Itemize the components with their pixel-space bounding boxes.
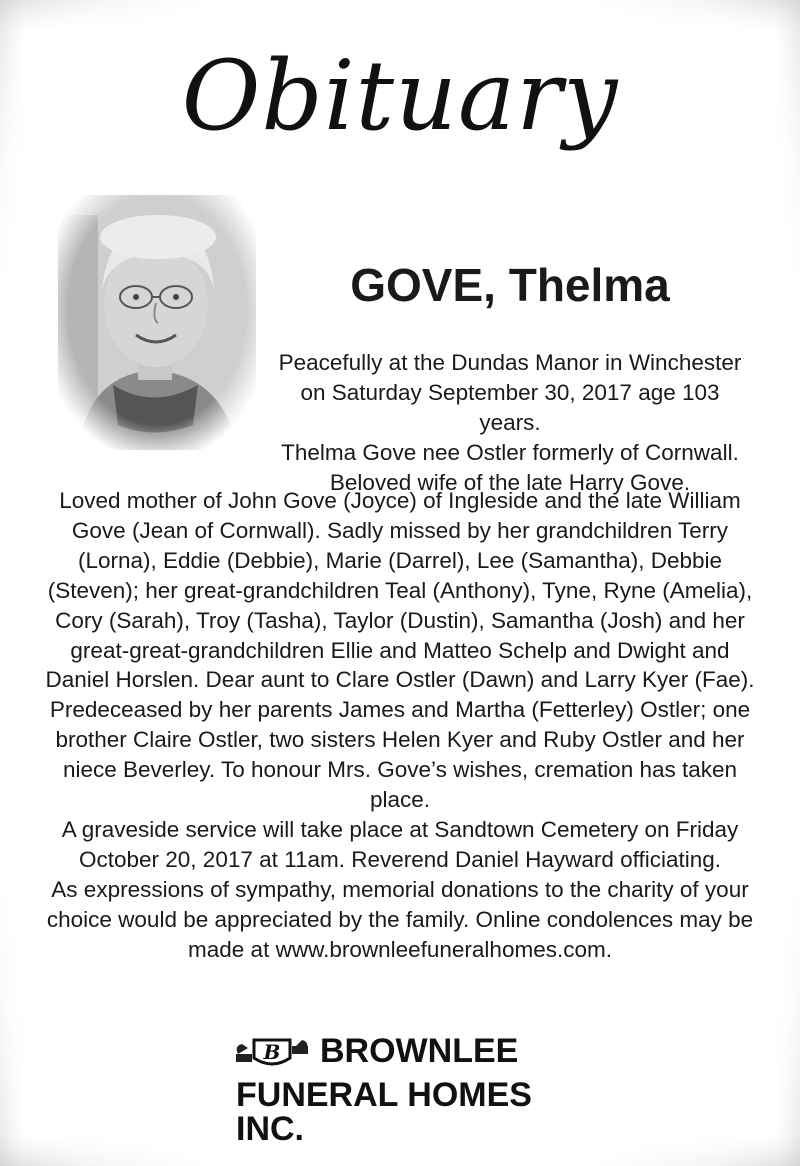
body-line: (Lorna), Eddie (Debbie), Marie (Darrel), Lee (Samantha), Debbie	[77, 547, 723, 573]
body-line: October 20, 2017 at 11am. Reverend Daniel Hayward officiating.	[78, 846, 722, 872]
intro-line: Thelma Gove nee Ostler formerly of Cornwall.	[281, 440, 739, 465]
logo-line-2: FUNERAL HOMES INC.	[236, 1076, 532, 1148]
intro-line: Peacefully at the Dundas Manor in Winchester	[278, 350, 742, 375]
intro-line: on Saturday September 30, 2017 age 103 years.	[300, 380, 720, 435]
portrait-photo	[58, 195, 256, 450]
body-line: made at www.brownleefuneralhomes.com.	[188, 936, 612, 962]
obituary-title: Obituary	[181, 40, 619, 152]
intro-line: Beloved wife of the late Harry Gove.	[329, 470, 691, 495]
body-line: choice would be appreciated by the family. Online condolences may be	[46, 906, 754, 932]
body-line: Cory (Sarah), Troy (Tasha), Taylor (Dustin), Samantha (Josh) and her	[55, 607, 745, 633]
body-line: great-great-grandchildren Ellie and Matteo Schelp and Dwight and	[70, 637, 730, 663]
body-line: Loved mother of John Gove (Joyce) of Ingleside and the late William	[59, 488, 741, 513]
brownlee-crest-icon	[232, 1032, 312, 1072]
logo-line-1: BROWNLEE	[320, 1032, 519, 1070]
deceased-name: GOVE, Thelma	[350, 259, 670, 311]
body-line: A graveside service will take place at Sandtown Cemetery on Friday	[61, 816, 739, 842]
body-line: brother Claire Ostler, two sisters Helen Kyer and Ruby Ostler and her	[55, 727, 745, 753]
portrait-illustration	[58, 195, 256, 450]
body-line: As expressions of sympathy, memorial donations to the charity of your	[51, 876, 749, 902]
body-line: Predeceased by her parents James and Martha (Fetterley) Ostler; one	[49, 697, 751, 723]
svg-text:B: B	[263, 1040, 281, 1064]
body-line: niece Beverley. To honour Mrs. Gove’s wishes, cremation has taken place.	[62, 757, 738, 813]
body-line: Daniel Horslen. Dear aunt to Clare Ostler (Dawn) and Larry Kyer (Fae).	[45, 667, 755, 693]
obituary-body	[40, 486, 760, 965]
intro-paragraph	[270, 348, 750, 498]
body-line: Gove (Jean of Cornwall). Sadly missed by her grandchildren Terry	[71, 517, 729, 543]
body-line: (Steven); her great-grandchildren Teal (Anthony), Tyne, Ryne (Amelia),	[47, 577, 753, 603]
funeral-home-logo	[228, 1030, 598, 1148]
